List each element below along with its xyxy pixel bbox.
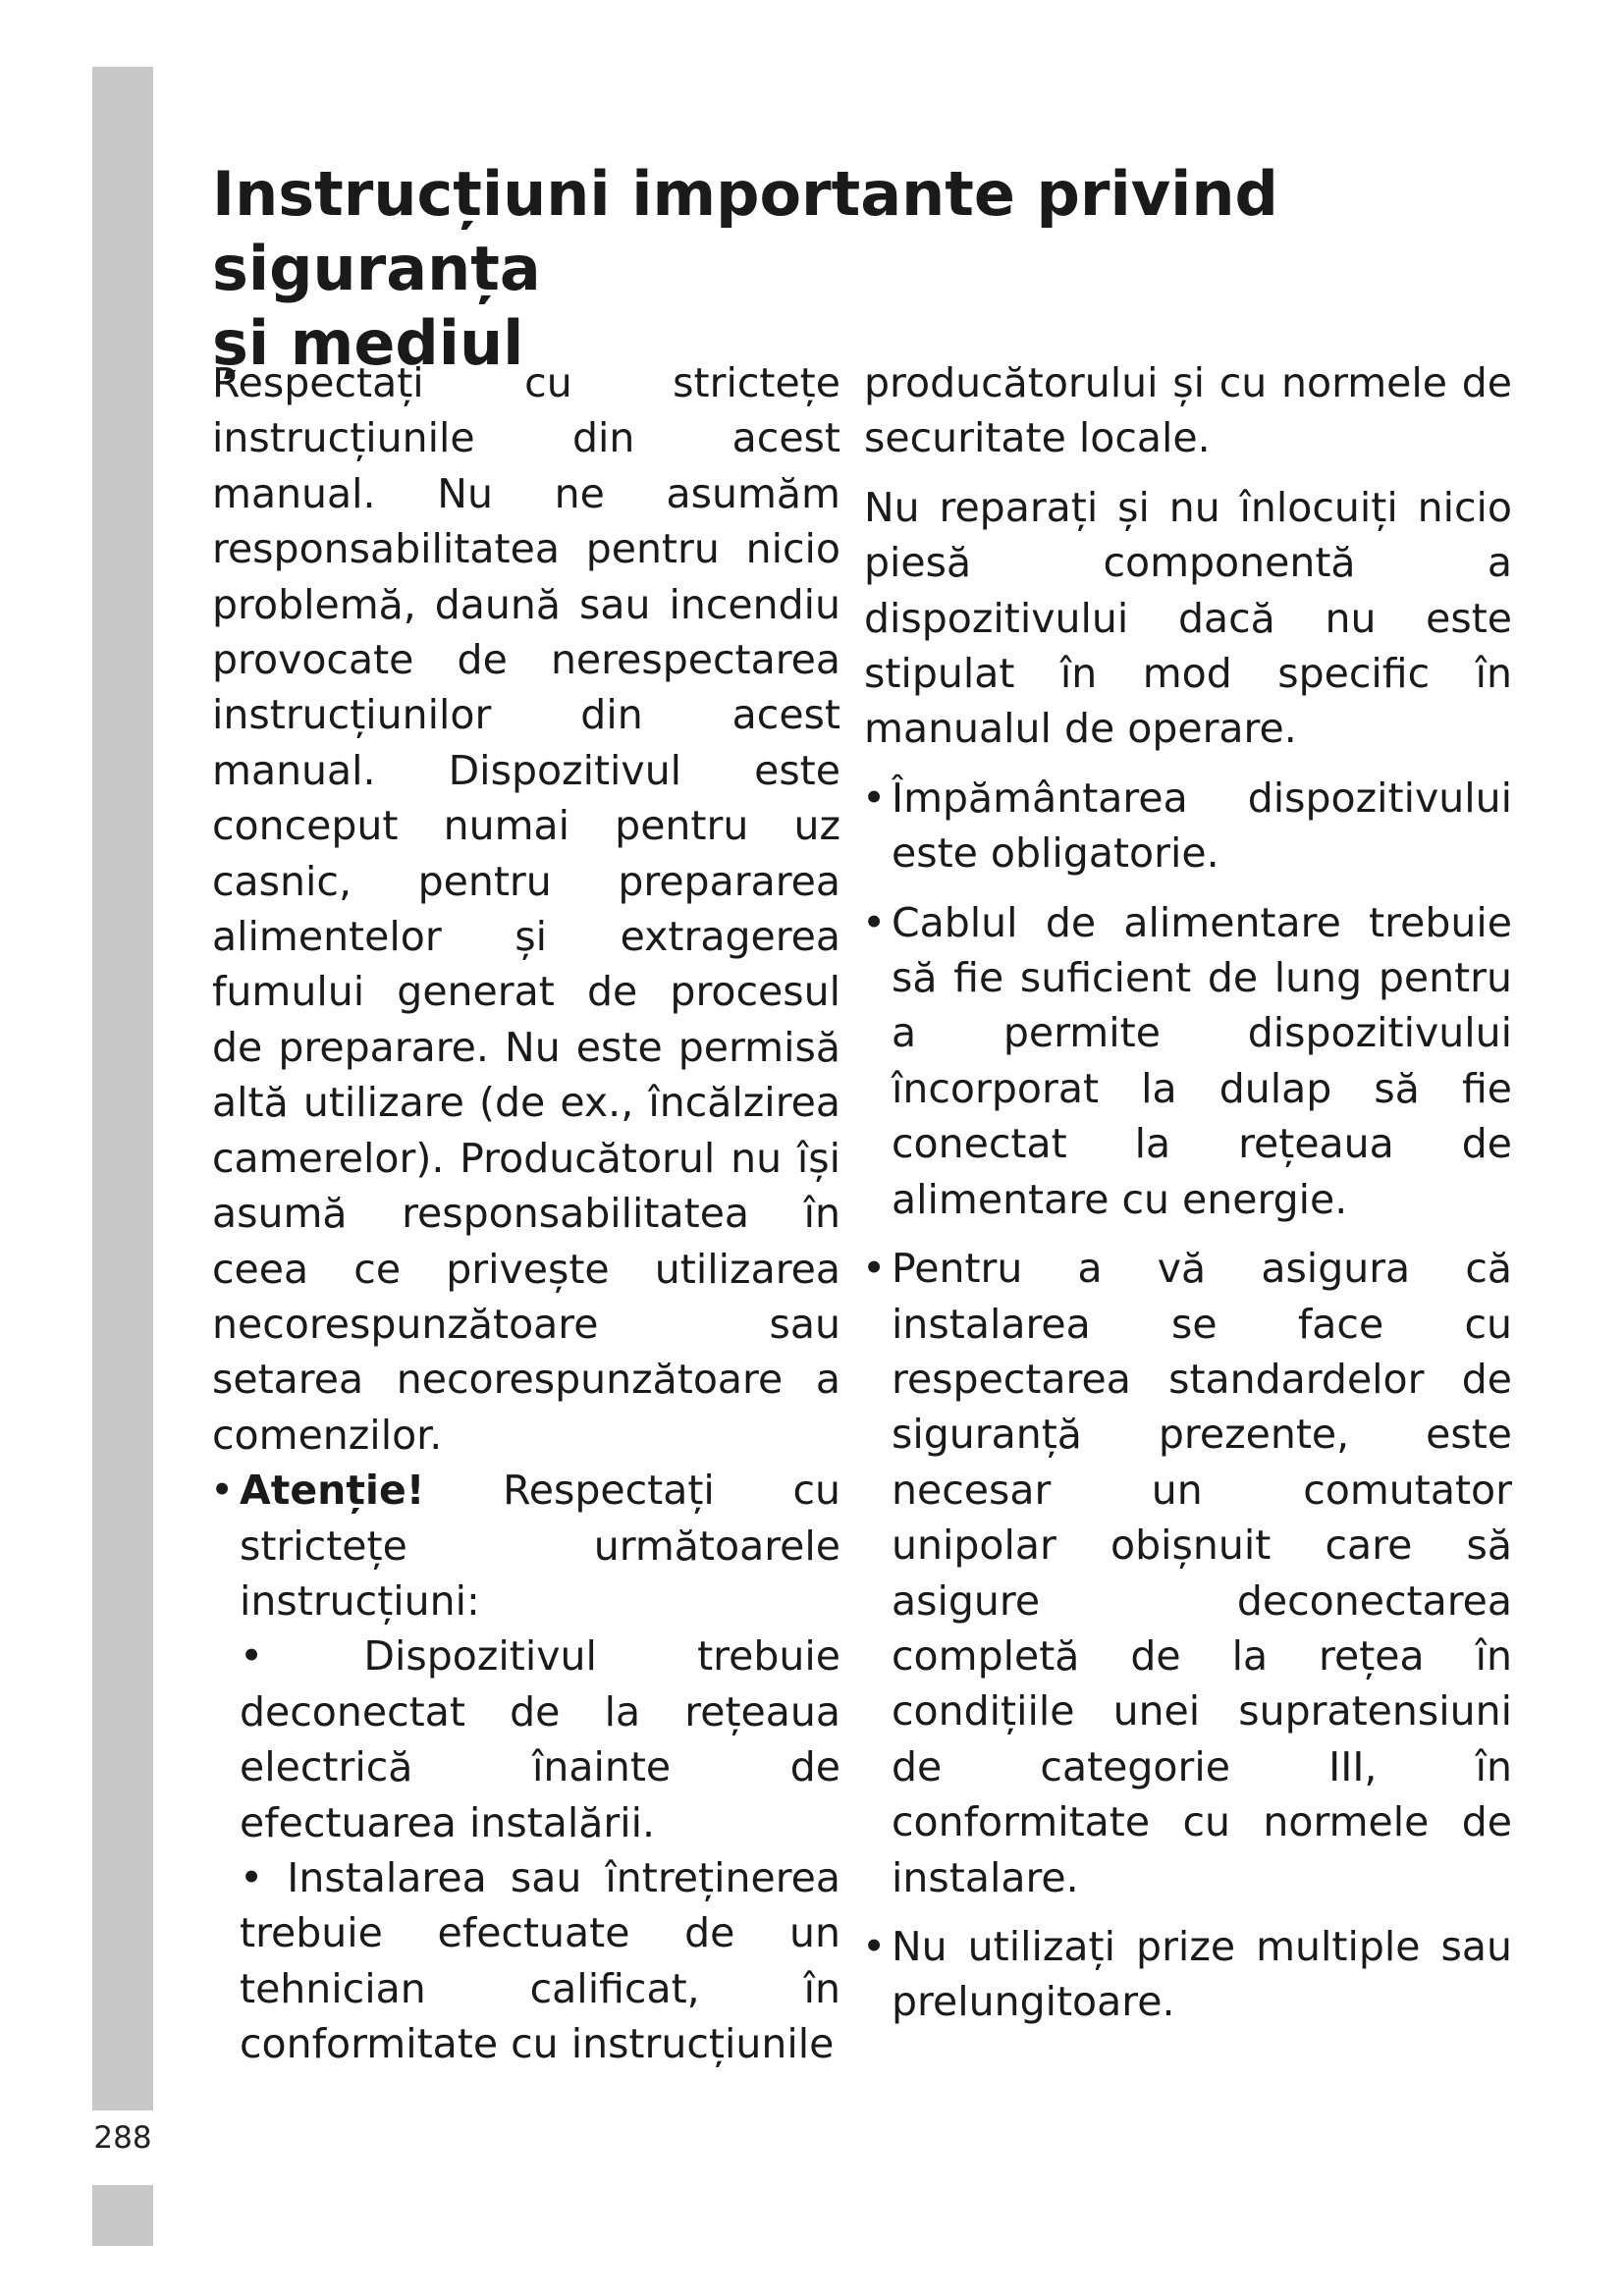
sub-bullet-technician-text: Instalarea sau întreținerea trebuie efectuate de un tehnician calificat, în conformitate cu instrucțiunile [240,1853,841,2068]
switch-bullet: • Pentru a vă asigura că instalarea se face cu respectarea standardelor de siguranță prezente, este necesar un comutator unipolar obișnuit care să asigure deconectarea completă de la rețea în condițiile unei supratensiuni de categorie III, în conformitate cu normele de instalare. [864,1241,1512,1905]
sockets-bullet: • Nu utilizați prize multiple sau prelungitoare. [864,1919,1512,2030]
sub-bullet-disconnect-text: Dispozitivul trebuie deconectat de la rețeaua electrică înainte de efectuarea instalării. [240,1632,840,1846]
warning-label: Atenție! [240,1467,425,1515]
sub-bullet-disconnect [212,1629,840,1850]
warning-bullet [212,1463,840,1629]
intro-paragraph: Respectați cu strictețe instrucțiunile din acest manual. Nu ne asumăm responsabilitatea pentru nicio problemă, daună sau incendiu provocate de nerespectarea instrucțiunilor din acest manual. Dispozitivul este conceput numai pentru uz casnic, pentru prepararea alimentelor și extragerea fumului generat de procesul de preparare. Nu este permisă altă utilizare (de ex., încălzirea camerelor). Producătorul nu își asumă responsabilitatea în ceea ce privește utilizarea necorespunzătoare sau setarea necorespunzătoare a comenzilor. [212,359,840,1459]
page-title [212,157,1547,381]
left-column [212,355,840,2072]
sidebar-bar-top [92,67,153,2110]
continuation-paragraph: producătorului și cu normele de securitate locale. [864,359,1512,462]
grounding-bullet: • Împământarea dispozitivului este obligatorie. [864,771,1512,881]
right-column [864,355,1512,2030]
sidebar-bar-bottom [92,2185,153,2246]
warning-text: Respectați cu strictețe următoarele instrucțiuni: [240,1467,840,1625]
repair-paragraph: Nu reparați și nu înlocuiți nicio piesă componentă a dispozitivului dacă nu este stipulat în mod specific în manualul de operare. [864,483,1512,753]
page-number: 288 [93,2120,152,2156]
cable-bullet: • Cablul de alimentare trebuie să fie suficient de lung pentru a permite dispozitivului încorporat la dulap să fie conectat la rețeaua de alimentare cu energie. [864,895,1512,1227]
sub-bullet-technician [212,1850,840,2072]
title-line-1: Instrucțiuni importante privind siguranța [212,158,1278,304]
title-line-2: și mediul [212,307,524,379]
